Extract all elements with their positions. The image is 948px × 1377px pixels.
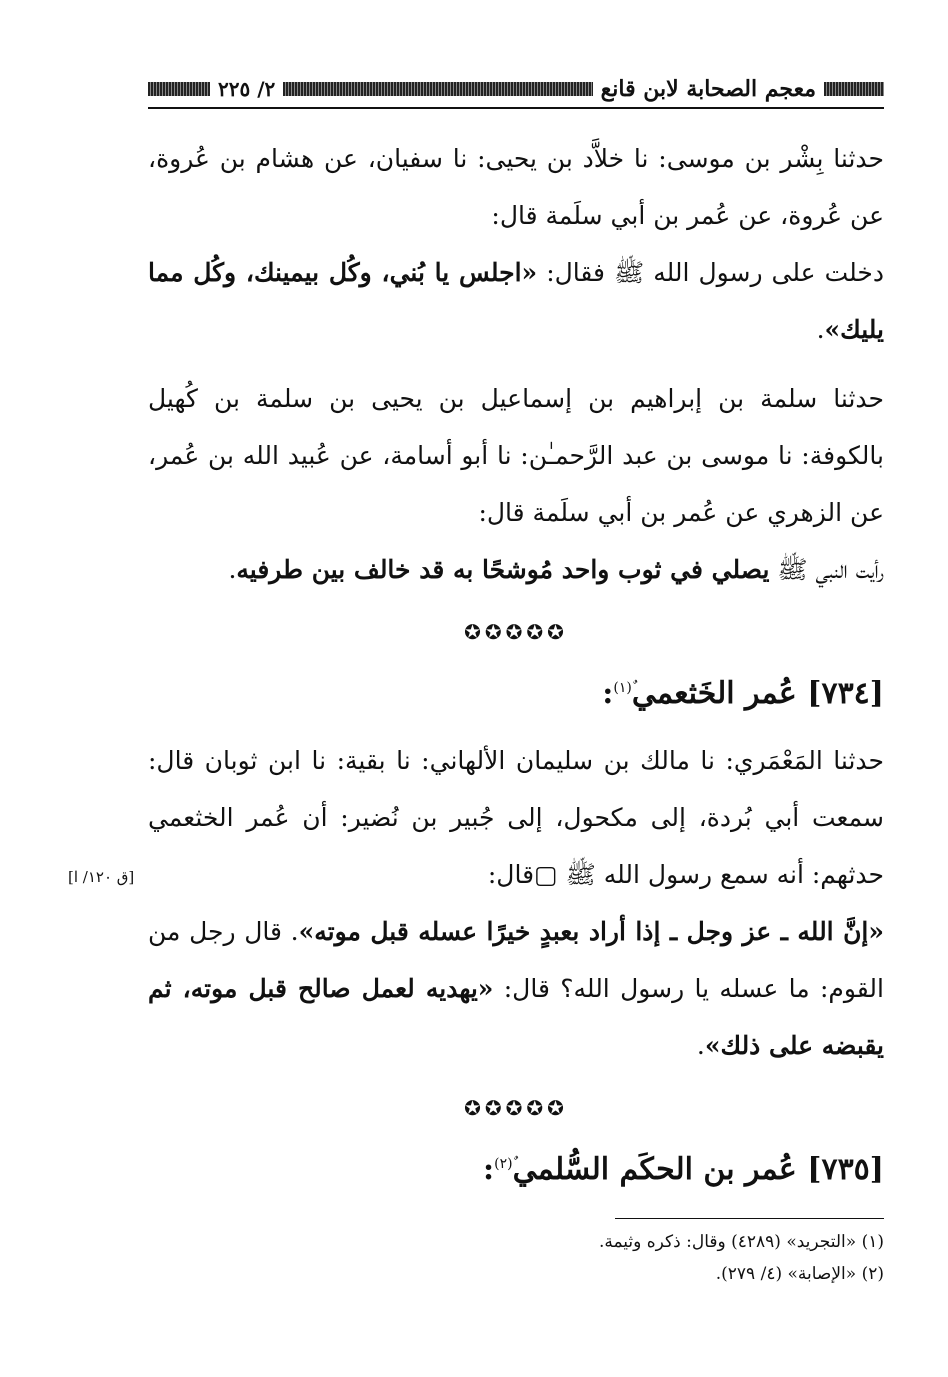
punctuation: :: [602, 676, 614, 711]
hadith-intro: رأيت النبي ﷺ: [769, 555, 884, 584]
section-divider-stars: ✪✪✪✪✪: [464, 620, 568, 644]
punctuation: .: [816, 315, 825, 344]
paragraph-hadith-3: [148, 903, 884, 1074]
footnote-marker[interactable]: ٌ(٢): [494, 1156, 513, 1172]
header-ornament-middle: [283, 82, 592, 96]
footnote-2: (٢) «الإصابة» (٤/ ٢٧٩).: [715, 1264, 884, 1284]
hadith-quote: «إنَّ الله ـ عز وجل ـ إذا أراد بعبدٍ خيرًا عسله قبل موته»: [298, 917, 884, 946]
footnotes: [148, 1226, 884, 1290]
entry-heading-735: [148, 1134, 884, 1200]
footnote-1: (١) «التجريد» (٤٢٨٩) وقال: ذكره وثيمة.: [598, 1232, 884, 1252]
punctuation: :: [483, 1152, 495, 1187]
section-divider-stars: ✪✪✪✪✪: [464, 1096, 568, 1120]
paragraph-isnad-1: حدثنا بِشْر بن موسى: نا خلاَّد بن يحيى: نا سفيان، عن هشام بن عُروة، عن عُروة، عن عُمر بن أبي سلَمة قال:: [148, 144, 884, 230]
main-text: [148, 130, 884, 1208]
punctuation: .: [228, 555, 237, 584]
footnote-rule: [615, 1218, 884, 1219]
paragraph-isnad-2: حدثنا سلمة بن إبراهيم بن إسماعيل بن يحيى بن سلمة بن كُهيل بالكوفة: نا موسى بن عبد الرَّحمـٰن: نا أبو أسامة، عن عُبيد الله بن عُمر، عن الزهري عن عُمر بن أبي سلَمة قال:: [148, 384, 884, 527]
punctuation: .: [696, 1031, 705, 1060]
footnote-marker[interactable]: ٌ(١): [613, 680, 632, 696]
hadith-quote: «اجلس يا بُني، وكُل بيمينك، وكُل مما يليك»: [148, 258, 884, 344]
entry-title: [٧٣٤] عُمر الخَثعمي: [631, 676, 884, 711]
paragraph-hadith-2: [148, 541, 884, 598]
hadith-intro: دخلت على رسول الله ﷺ فقال:: [537, 258, 884, 287]
page-number: ٢/ ٢٢٥: [218, 77, 276, 101]
paragraph-hadith-1: [148, 244, 884, 358]
entry-heading-734: [148, 658, 884, 724]
hadith-quote: يصلي في ثوب واحد مُوشحًا به قد خالف بين طرفيه: [236, 555, 770, 584]
narration-text: . قال رجل من القوم: ما عسله يا رسول الله؟ قال:: [148, 917, 884, 1003]
book-title: معجم الصحابة لابن قانع: [600, 76, 816, 102]
running-header: [148, 72, 884, 106]
hadith-quote: «يهديه لعمل صالح قبل موته، ثم يقبضه على ذلك»: [148, 974, 884, 1060]
manuscript-folio-reference: [ق ١٢٠/ ا]: [68, 868, 135, 886]
header-ornament-right: [824, 82, 884, 96]
header-ornament-left: [148, 82, 210, 96]
paragraph-isnad-3: حدثنا المَعْمَري: نا مالك بن سليمان الألهاني: نا بقية: نا ابن ثوبان قال: سمعت أبي بُردة، إلى مكحول، إلى جُبير بن نُضير: أن عُمر الخثعمي حدثهم: أنه سمع رسول الله ﷺ ▢قال:: [148, 746, 884, 889]
entry-title: [٧٣٥] عُمر بن الحكَم السُّلمي: [512, 1152, 884, 1187]
header-rule: [148, 107, 884, 109]
